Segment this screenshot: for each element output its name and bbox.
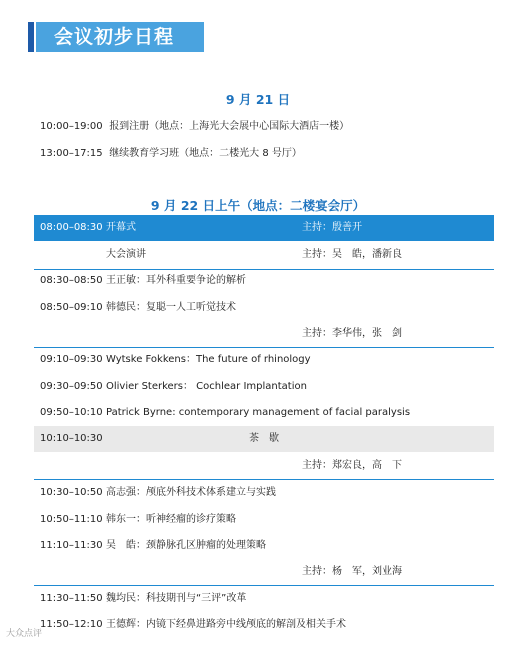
schedule-row xyxy=(34,559,494,585)
header-accent-bar xyxy=(28,22,34,52)
row-time: 08:00–08:30 xyxy=(40,222,103,233)
row-desc: 开幕式 xyxy=(106,222,136,233)
day1-item xyxy=(40,117,349,132)
page-title: 会议初步日程 xyxy=(36,22,204,52)
row-time: 10:30–10:50 xyxy=(40,487,103,498)
schedule-row xyxy=(34,242,494,268)
row-time: 09:50–10:10 xyxy=(40,407,103,418)
schedule-row xyxy=(34,480,494,506)
row-host: 主持：殷善开 xyxy=(302,222,362,233)
row-time: 11:10–11:30 xyxy=(40,540,103,551)
item-desc: 报到注册（地点：上海光大会展中心国际大酒店一楼） xyxy=(109,121,350,132)
watermark: 大众点评 xyxy=(6,629,43,639)
schedule-row-opening xyxy=(34,215,494,241)
item-time: 13:00–17:15 xyxy=(40,148,103,159)
schedule-row xyxy=(34,586,494,612)
row-desc: 高志强：颅底外科技术体系建立与实践 xyxy=(106,487,276,498)
item-desc: 继续教育学习班（地点：二楼光大 8 号厅） xyxy=(109,148,302,159)
row-time: 09:10–09:30 xyxy=(40,354,103,365)
schedule-row xyxy=(34,374,494,400)
schedule-row xyxy=(34,295,494,321)
row-time: 08:30–08:50 xyxy=(40,275,103,286)
row-desc: 大会演讲 xyxy=(106,249,146,260)
item-time: 10:00–19:00 xyxy=(40,121,103,132)
row-time: 11:30–11:50 xyxy=(40,593,103,604)
schedule-row xyxy=(34,612,494,638)
row-desc: 王德辉：内镜下经鼻进路旁中线颅底的解剖及相关手术 xyxy=(106,619,346,630)
row-desc: 韩德民：复聪一人工听觉技术 xyxy=(106,302,236,313)
schedule-row xyxy=(34,453,494,479)
day1-item xyxy=(40,144,302,159)
schedule-row xyxy=(34,347,494,373)
row-desc: 魏均民：科技期刊与“三评”改革 xyxy=(106,593,247,604)
row-desc: Wytske Fokkens：The future of rhinology xyxy=(106,354,311,365)
schedule-row xyxy=(34,321,494,347)
row-time: 10:10–10:30 xyxy=(40,433,103,444)
row-desc: Patrick Byrne: contemporary management of facial paralysis xyxy=(106,407,411,418)
schedule-row xyxy=(34,400,494,426)
row-desc: 韩东一：听神经瘤的诊疗策略 xyxy=(106,514,236,525)
row-time: 09:30–09:50 xyxy=(40,381,103,392)
row-time: 08:50–09:10 xyxy=(40,302,103,313)
schedule-row xyxy=(34,507,494,533)
schedule-row xyxy=(34,268,494,294)
row-desc: 王正敏：耳外科重要争论的解析 xyxy=(106,275,246,286)
row-time: 10:50–11:10 xyxy=(40,514,103,525)
row-host: 主持：吴 皓，潘新良 xyxy=(302,249,402,260)
row-host: 主持：郑宏良，高 下 xyxy=(302,460,402,471)
row-host: 主持：李华伟，张 剑 xyxy=(302,328,402,339)
schedule-row-break xyxy=(34,426,494,452)
row-desc: 吴 皓：颈静脉孔区肿瘤的处理策略 xyxy=(106,540,266,551)
row-desc: 茶 歇 xyxy=(249,433,279,444)
row-time: 11:50–12:10 xyxy=(40,619,103,630)
schedule-row xyxy=(34,533,494,559)
day2-date: 9 月 22 日上午（地点：二楼宴会厅） xyxy=(150,198,366,213)
row-desc: Olivier Sterkers： Cochlear Implantation xyxy=(106,381,307,392)
row-host: 主持：杨 军，刘业海 xyxy=(302,566,402,577)
day1-date: 9 月 21 日 xyxy=(225,92,291,107)
